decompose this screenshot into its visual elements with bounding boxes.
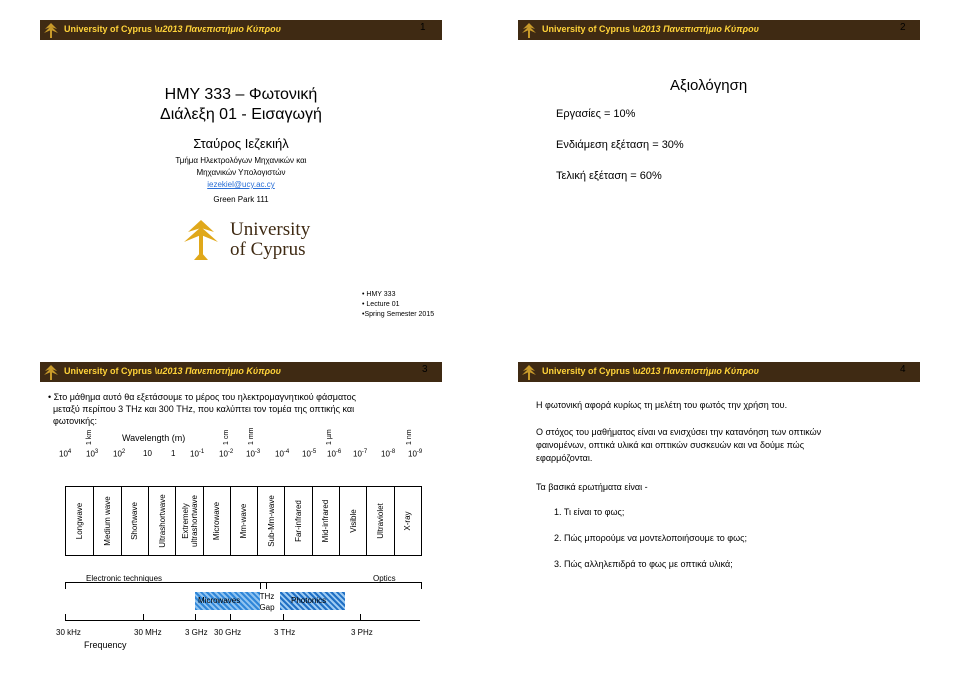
band-table <box>65 486 422 556</box>
band-label: Longwave <box>74 502 84 540</box>
freq-mark: 3 GHz <box>185 628 208 637</box>
band-label: Visible <box>348 509 358 533</box>
slide-header <box>40 362 442 382</box>
band-column <box>148 487 176 555</box>
band-label: Sub-Mm-wave <box>266 495 276 547</box>
cyprus-tree-logo-icon <box>42 21 60 39</box>
header-brand: University of Cyprus \u2013 Πανεπιστήμιο Κύπρου <box>542 24 759 34</box>
exponent: $10^4$ <box>59 449 72 459</box>
office: Green Park 111 <box>213 195 269 204</box>
band-columns <box>66 487 421 555</box>
length-mark-1mm: 1 mm <box>248 427 255 445</box>
band-column <box>366 487 394 555</box>
footer-item-course: • HMY 333 <box>362 291 396 298</box>
slide-number: 3 <box>422 364 428 375</box>
exponent: $10^{-7}$ <box>353 449 368 459</box>
logo-text-line-2: of Cyprus <box>230 239 306 260</box>
length-mark-1nm: 1 nm <box>406 429 413 445</box>
logo-text <box>230 220 310 260</box>
p2-line-2: φαινομένων, οπτικά υλικά και οπτικών συσκευών και να δούμε πώς <box>536 440 805 450</box>
question-item: 2. Πώς μπορούμε να μοντελοποιήσουμε το φως; <box>554 533 747 543</box>
exponent: $10^{-1}$ <box>190 449 205 459</box>
paragraph-1: Η φωτονική αφορά κυρίως τη μελέτη του φωτός την χρήση του. <box>536 400 788 410</box>
electronic-bracket <box>65 582 267 589</box>
band-column <box>312 487 340 555</box>
exponent: $10^{-2}$ <box>219 449 234 459</box>
slide-header <box>518 362 920 382</box>
freq-tick <box>230 614 231 620</box>
slide-1 <box>40 20 442 330</box>
exponent: $10^{-9}$ <box>408 449 423 459</box>
cyprus-tree-logo-icon <box>520 21 538 39</box>
thz-gap-line-2: Gap <box>259 603 275 612</box>
freq-tick <box>65 614 66 620</box>
thz-gap-label <box>254 591 280 613</box>
exponent: 1 <box>171 449 176 458</box>
band-label: Microwave <box>212 501 222 541</box>
department <box>40 155 442 179</box>
university-logo <box>180 218 320 266</box>
band-label: Mm-wave <box>239 503 249 539</box>
question-item: 3. Πώς αλληλεπιδρά το φως με οπτικά υλικά; <box>554 559 733 569</box>
slide-number: 1 <box>420 22 426 33</box>
microwaves-label: Microwaves <box>198 596 241 605</box>
intro-bullet <box>48 391 356 427</box>
band-label: Ultraviolet <box>376 503 386 539</box>
cyprus-tree-logo-icon <box>520 363 538 381</box>
length-mark-1cm: 1 cm <box>223 429 230 445</box>
author-name: Σταύρος Ιεζεκιήλ <box>193 136 289 151</box>
slide-header <box>518 20 920 40</box>
freq-mark: 3 PHz <box>351 628 373 637</box>
band-label: Extremely ultrashortwave <box>180 494 199 548</box>
footer-item-lecture: • Lecture 01 <box>362 301 400 308</box>
grade-item: Τελική εξέταση = 60% <box>556 170 662 182</box>
grade-item: Ενδιάμεση εξέταση = 30% <box>556 139 684 151</box>
footer-item-semester: •Spring Semester 2015 <box>362 311 435 318</box>
freq-tick <box>360 614 361 620</box>
frequency-axis <box>65 620 420 621</box>
band-column <box>66 487 93 555</box>
freq-mark: 30 GHz <box>214 628 242 637</box>
band-column <box>203 487 231 555</box>
slide-footer <box>362 290 434 320</box>
band-column <box>284 487 312 555</box>
exponent: $10^{-4}$ <box>275 449 290 459</box>
band-column <box>175 487 203 555</box>
slide-header <box>40 20 442 40</box>
band-column <box>257 487 285 555</box>
header-brand: University of Cyprus \u2013 Πανεπιστήμιο Κύπρου <box>542 366 759 376</box>
exponent-row <box>59 449 429 463</box>
band-column <box>93 487 121 555</box>
exponent: $10^{-8}$ <box>381 449 396 459</box>
band-label: Far-infrared <box>294 500 304 542</box>
band-column <box>230 487 258 555</box>
freq-mark: 30 MHz <box>134 628 162 637</box>
frequency-label: Frequency <box>84 640 127 650</box>
cyprus-tree-logo-icon <box>42 363 60 381</box>
band-label: Ultrashortwave <box>157 494 167 548</box>
freq-tick <box>195 614 196 620</box>
electronic-label: Electronic techniques <box>86 574 163 583</box>
freq-tick <box>283 614 284 620</box>
olive-tree-emblem-icon <box>180 218 222 262</box>
logo-text-line-1: University <box>230 219 311 240</box>
thz-gap-line-1: THz <box>259 592 275 601</box>
slide-3 <box>40 362 442 672</box>
bullet-line-3: φωτονικής: <box>53 416 98 426</box>
band-label: Mid-infrared <box>321 499 331 543</box>
optics-label: Optics <box>373 574 396 583</box>
freq-mark: 3 THz <box>274 628 296 637</box>
grade-item: Εργασίες = 10% <box>556 108 636 120</box>
title-line-2: Διάλεξη 01 - Εισαγωγή <box>160 106 322 123</box>
exponent: $10^3$ <box>86 449 99 459</box>
email-line <box>40 180 442 189</box>
band-column <box>339 487 367 555</box>
exponent: $10^{-6}$ <box>327 449 342 459</box>
email-link[interactable]: iezekiel@ucy.ac.cy <box>207 180 275 189</box>
slide-title <box>40 85 442 125</box>
band-column <box>394 487 422 555</box>
exponent: 10 <box>143 449 152 458</box>
exponent: $10^{-3}$ <box>246 449 261 459</box>
length-mark-1km: 1 km <box>86 429 93 445</box>
optics-bracket <box>260 582 422 589</box>
dept-line-1: Τμήμα Ηλεκτρολόγων Μηχανικών και <box>175 156 307 165</box>
paragraph-2 <box>536 426 821 465</box>
length-mark-1um: 1 µm <box>326 429 333 445</box>
slide-title: Αξιολόγηση <box>670 77 748 94</box>
slide-number: 4 <box>900 364 906 375</box>
slide-number: 2 <box>900 22 906 33</box>
paragraph-3: Τα βασικά ερωτήματα είναι - <box>536 482 648 492</box>
wavelength-label: Wavelength (m) <box>122 433 186 443</box>
header-brand: University of Cyprus \u2013 Πανεπιστήμιο Κύπρου <box>64 366 281 376</box>
header-brand: University of Cyprus \u2013 Πανεπιστήμιο Κύπρου <box>64 24 281 34</box>
photonics-label: Photonics <box>291 596 327 605</box>
p2-line-1: Ο στόχος του μαθήματος είναι να ενισχύσει την κατανόηση των οπτικών <box>536 427 822 437</box>
title-line-1: HMY 333 – Φωτονική <box>164 86 318 103</box>
freq-tick <box>143 614 144 620</box>
exponent: $10^{-5}$ <box>302 449 317 459</box>
slide-4 <box>518 362 920 672</box>
exponent: $10^2$ <box>113 449 126 459</box>
band-label: X-ray <box>403 511 413 531</box>
freq-mark: 30 kHz <box>56 628 81 637</box>
question-item: 1. Τι είναι το φως; <box>554 507 625 517</box>
band-label: Shortwave <box>130 502 140 540</box>
dept-line-2: Μηχανικών Υπολογιστών <box>196 168 286 177</box>
p2-line-3: εφαρμόζονται. <box>536 453 593 463</box>
bullet-line-2: μεταξύ περίπου 3 THz και 300 THz, που καλύπτει τον τομέα της οπτικής και <box>53 404 355 414</box>
slide-2 <box>518 20 920 330</box>
bullet-line-1: • Στο μάθημα αυτό θα εξετάσουμε το μέρος του ηλεκτρομαγνητικού φάσματος <box>48 392 356 402</box>
band-column <box>121 487 149 555</box>
band-label: Medium wave <box>102 496 112 546</box>
